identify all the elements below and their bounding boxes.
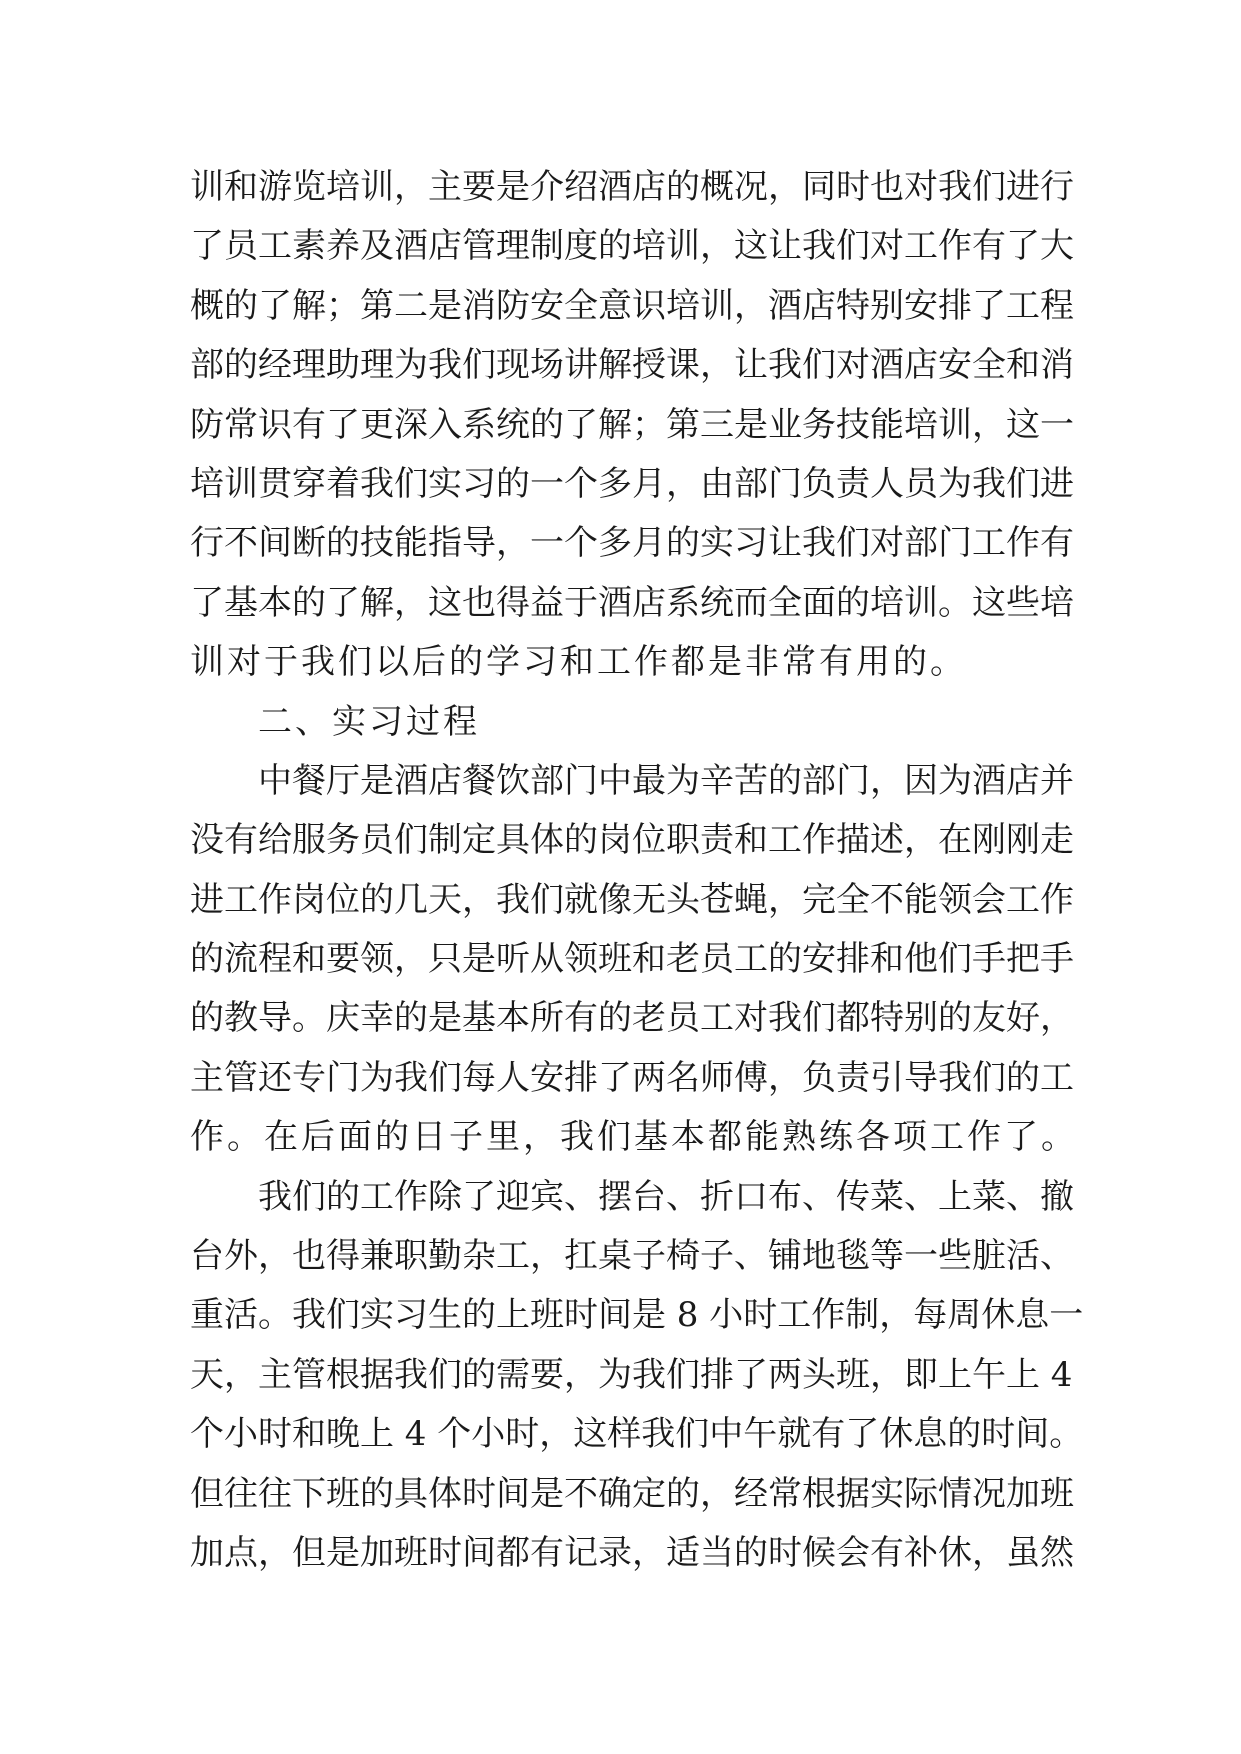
body-text <box>190 158 1084 1583</box>
text-line: 台外，也得兼职勤杂工，扛桌子椅子、铺地毯等一些脏活、 <box>190 1236 1074 1277</box>
text-line: 主管还专门为我们每人安排了两名师傅，负责引导我们的工 <box>190 1057 1074 1098</box>
text-line: 但往往下班的具体时间是不确定的，经常根据实际情况加班 <box>190 1473 1074 1514</box>
text-line: 行不间断的技能指导，一个多月的实习让我们对部门工作有 <box>190 523 1074 564</box>
text-line: 防常识有了更深入系统的了解；第三是业务技能培训，这一 <box>190 404 1074 445</box>
text-line: 加点，但是加班时间都有记录，适当的时候会有补休，虽然 <box>190 1532 1074 1573</box>
text-line: 部的经理助理为我们现场讲解授课，让我们对酒店安全和消 <box>190 345 1074 386</box>
text-line: 中餐厅是酒店餐饮部门中最为辛苦的部门，因为酒店并 <box>258 760 1074 801</box>
text-line: 了员工素养及酒店管理制度的培训，这让我们对工作有了大 <box>190 226 1074 267</box>
text-line: 的教导。庆幸的是基本所有的老员工对我们都特别的友好， <box>190 998 1074 1039</box>
text-line: 训对于我们以后的学习和工作都是非常有用的。 <box>190 642 967 683</box>
text-line: 训和游览培训，主要是介绍酒店的概况，同时也对我们进行 <box>190 167 1074 207</box>
text-line: 概的了解；第二是消防安全意识培训，酒店特别安排了工程 <box>190 285 1074 326</box>
text-line: 的流程和要领，只是听从领班和老员工的安排和他们手把手 <box>190 939 1074 980</box>
text-line: 重活。我们实习生的上班时间是 8 小时工作制，每周休息一 <box>190 1295 1084 1336</box>
text-line: 天，主管根据我们的需要，为我们排了两头班，即上午上 4 <box>190 1354 1073 1395</box>
text-line: 没有给服务员们制定具体的岗位职责和工作描述，在刚刚走 <box>190 820 1074 861</box>
text-line: 二、实习过程 <box>258 701 480 742</box>
text-line: 了基本的了解，这也得益于酒店系统而全面的培训。这些培 <box>190 582 1074 623</box>
text-line: 作。在后面的日子里，我们基本都能熟练各项工作了。 <box>190 1117 1078 1158</box>
text-line: 培训贯穿着我们实习的一个多月，由部门负责人员为我们进 <box>190 463 1074 504</box>
text-line: 个小时和晚上 4 个小时，这样我们中午就有了休息的时间。 <box>190 1414 1084 1455</box>
text-line: 我们的工作除了迎宾、摆台、折口布、传菜、上菜、撤 <box>258 1176 1074 1217</box>
text-line: 进工作岗位的几天，我们就像无头苍蝇，完全不能领会工作 <box>190 879 1074 920</box>
